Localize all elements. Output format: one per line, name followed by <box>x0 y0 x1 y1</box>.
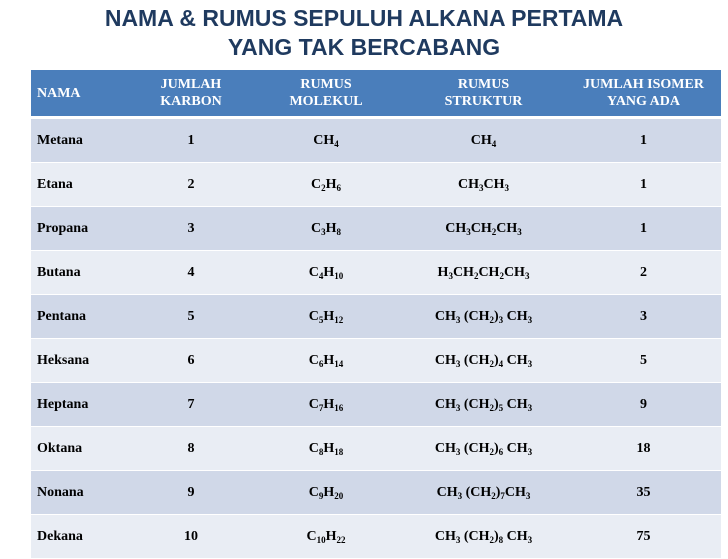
cell-nama: Pentana <box>31 295 131 339</box>
table-header-row <box>31 70 721 118</box>
cell-jumlah-isomer: 5 <box>566 339 721 383</box>
table-row <box>31 163 721 207</box>
table-row <box>31 207 721 251</box>
cell-nama: Propana <box>31 207 131 251</box>
cell-rumus-struktur: $CH_3$ $(CH_2)_8$ $CH_3$ <box>401 515 566 559</box>
cell-nama: Heptana <box>31 383 131 427</box>
header-rumus-molekul: RUMUS MOLEKUL <box>251 70 401 118</box>
cell-rumus-struktur: $CH_3$ $(CH_2)_5$ $CH_3$ <box>401 383 566 427</box>
cell-jumlah-isomer: 1 <box>566 163 721 207</box>
cell-jumlah-isomer: 1 <box>566 118 721 163</box>
cell-jumlah-karbon: 8 <box>131 427 251 471</box>
cell-rumus-struktur: $CH_3$ $(CH_2)_7CH_3$ <box>401 471 566 515</box>
table-row <box>31 427 721 471</box>
cell-rumus-molekul: $C_7H_{16}$ <box>251 383 401 427</box>
cell-rumus-struktur: $CH_3CH_2CH_3$ <box>401 207 566 251</box>
alkane-table <box>31 70 721 559</box>
cell-nama: Butana <box>31 251 131 295</box>
cell-rumus-molekul: $C_6H_{14}$ <box>251 339 401 383</box>
cell-rumus-struktur: $CH_3CH_3$ <box>401 163 566 207</box>
cell-rumus-molekul: $C_2H_6$ <box>251 163 401 207</box>
cell-rumus-molekul: $C_4H_{10}$ <box>251 251 401 295</box>
page-title <box>0 4 728 62</box>
cell-jumlah-isomer: 1 <box>566 207 721 251</box>
header-nama: NAMA <box>31 70 131 118</box>
cell-jumlah-isomer: 35 <box>566 471 721 515</box>
cell-nama: Etana <box>31 163 131 207</box>
cell-jumlah-isomer: 18 <box>566 427 721 471</box>
cell-jumlah-isomer: 3 <box>566 295 721 339</box>
cell-rumus-molekul: $C_3H_8$ <box>251 207 401 251</box>
header-jumlah-isomer: JUMLAH ISOMER YANG ADA <box>566 70 721 118</box>
cell-rumus-molekul: $C_9H_{20}$ <box>251 471 401 515</box>
cell-nama: Nonana <box>31 471 131 515</box>
cell-jumlah-karbon: 3 <box>131 207 251 251</box>
cell-rumus-struktur: $CH_3$ $(CH_2)_6$ $CH_3$ <box>401 427 566 471</box>
cell-jumlah-karbon: 1 <box>131 118 251 163</box>
cell-jumlah-isomer: 2 <box>566 251 721 295</box>
cell-nama: Metana <box>31 118 131 163</box>
cell-jumlah-karbon: 5 <box>131 295 251 339</box>
cell-nama: Oktana <box>31 427 131 471</box>
cell-jumlah-karbon: 9 <box>131 471 251 515</box>
title-line-1: NAMA & RUMUS SEPULUH ALKANA PERTAMA <box>104 5 624 31</box>
cell-jumlah-isomer: 9 <box>566 383 721 427</box>
cell-jumlah-karbon: 2 <box>131 163 251 207</box>
header-jumlah-karbon: JUMLAH KARBON <box>131 70 251 118</box>
table-row <box>31 251 721 295</box>
cell-jumlah-karbon: 6 <box>131 339 251 383</box>
cell-rumus-molekul: $C_{10}H_{22}$ <box>251 515 401 559</box>
cell-rumus-molekul: $C_5H_{12}$ <box>251 295 401 339</box>
table-row <box>31 515 721 559</box>
cell-nama: Heksana <box>31 339 131 383</box>
cell-jumlah-isomer: 75 <box>566 515 721 559</box>
cell-rumus-struktur: $CH_4$ <box>401 118 566 163</box>
table-row <box>31 471 721 515</box>
table-row <box>31 339 721 383</box>
cell-jumlah-karbon: 4 <box>131 251 251 295</box>
table-row <box>31 118 721 163</box>
cell-rumus-struktur: $H_3CH_2CH_2CH_3$ <box>401 251 566 295</box>
cell-rumus-molekul: $C_8H_{18}$ <box>251 427 401 471</box>
cell-rumus-struktur: $CH_3$ $(CH_2)_4$ $CH_3$ <box>401 339 566 383</box>
table-row <box>31 295 721 339</box>
table-row <box>31 383 721 427</box>
cell-rumus-molekul: $CH_4$ <box>251 118 401 163</box>
cell-rumus-struktur: $CH_3$ $(CH_2)_3$ $CH_3$ <box>401 295 566 339</box>
header-rumus-struktur: RUMUS STRUKTUR <box>401 70 566 118</box>
cell-jumlah-karbon: 7 <box>131 383 251 427</box>
cell-jumlah-karbon: 10 <box>131 515 251 559</box>
title-line-2: YANG TAK BERCABANG <box>227 34 501 60</box>
cell-nama: Dekana <box>31 515 131 559</box>
